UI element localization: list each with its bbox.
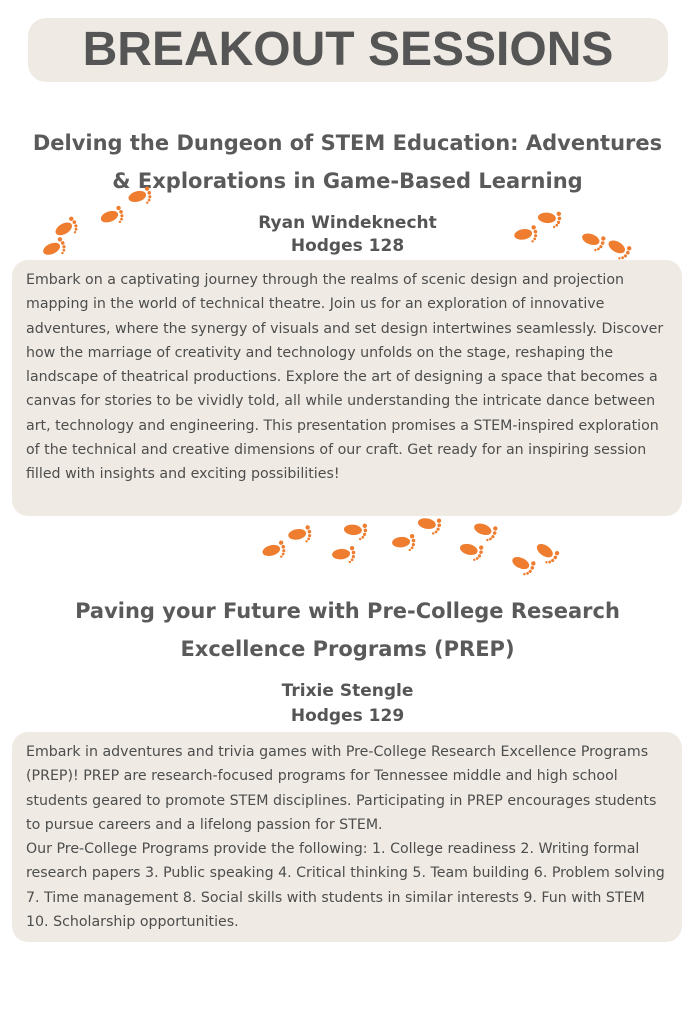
session-2-title-line-1: Paving your Future with Pre-College Research: [75, 599, 620, 623]
session-1-title-line-1: Delving the Dungeon of STEM Education: Adventures: [32, 131, 663, 155]
session-1-presenter: Ryan Windeknecht: [258, 213, 437, 233]
session-1-description-panel: [12, 260, 682, 516]
session-1-room: Hodges 128: [290, 236, 405, 256]
session-2-room: Hodges 129: [290, 706, 405, 726]
footprint-icon: [283, 522, 316, 545]
session-2-description-panel: [12, 732, 682, 942]
footprint-icon: [468, 515, 502, 542]
footprint-icon: [327, 543, 358, 564]
session-2-description-paragraph-1: Embark in adventures and trivia games with Pre-College Research Excellence Programs (PREP)! PREP are research-focused programs for Tennessee middle and high school students geared to promote STEM disciplines. Participating in PREP encourages students to pursue careers and a lifelong passion for STEM.: [26, 744, 657, 833]
footprint-icon: [413, 512, 446, 535]
session-1-description: Embark on a captivating journey through the realms of scenic design and projection mapping in the world of technical theatre. Join us for an exploration of innovative adventures, where the synergy of visuals and set design intertwines seamlessly. Discover how the marriage of creativity and technology unfolds on the stage, reshaping the landscape of theatrical productions. Explore the art of designing a space that becomes a canvas for stories to be vividly told, all while understanding the intricate dance between art, technology and engineering. This presentation promises a STEM-inspired exploration of the technical and creative dimensions of our craft. Get ready for an inspiring session filled with insights and exciting possibilities!: [26, 272, 664, 483]
session-2-title-line-2: Excellence Programs (PREP): [180, 637, 515, 661]
session-2-description-paragraph-2: Our Pre-College Programs provide the following: 1. College readiness 2. Writing formal research papers 3. Public speaking 4. Critical thinking 5. Team building 6. Problem solving 7. Time management 8. Social skills with students in similar interests 9. Fun with STEM 10. Scholarship opportunities.: [26, 841, 665, 931]
session-1-title-line-2: & Explorations in Game-Based Learning: [112, 169, 583, 193]
page-title: BREAKOUT SESSIONS: [82, 23, 614, 76]
footprint-icon: [387, 531, 418, 552]
session-2-presenter: Trixie Stengle: [281, 681, 414, 701]
footprint-icon: [339, 519, 370, 540]
header-banner: [28, 18, 668, 82]
